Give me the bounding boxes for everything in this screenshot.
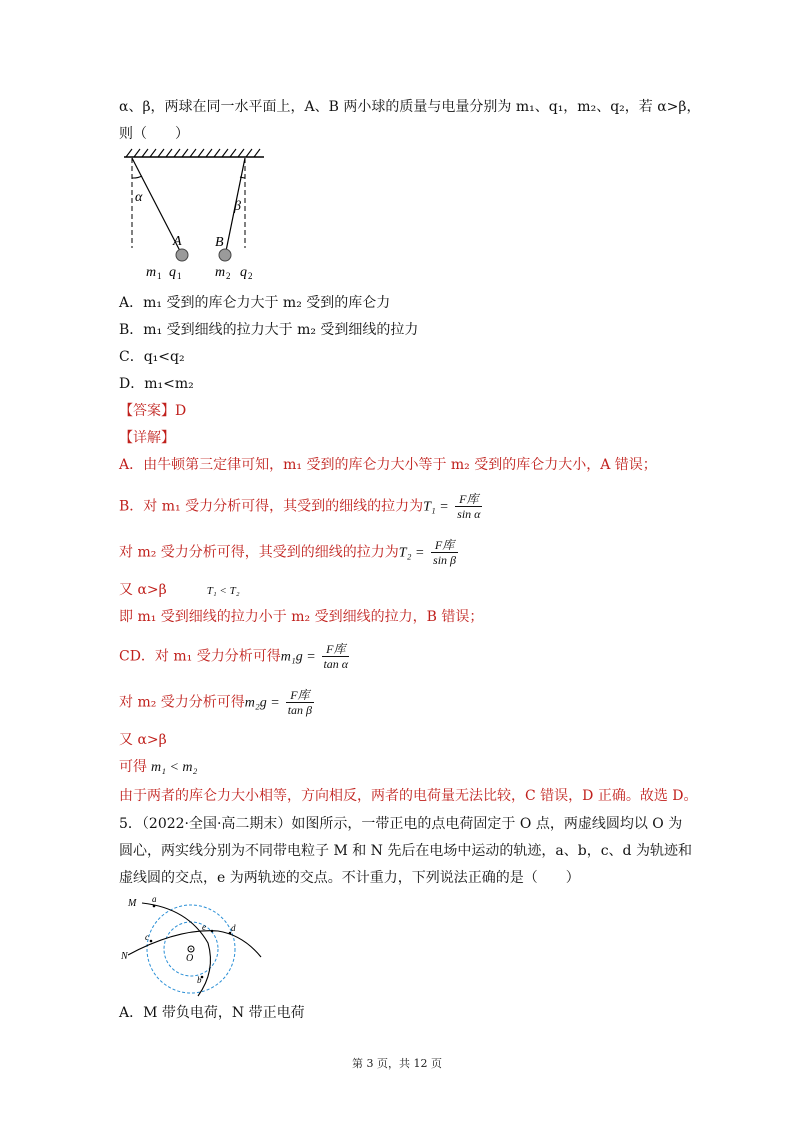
svg-text:a: a (152, 894, 157, 904)
svg-text:M: M (128, 898, 137, 909)
svg-text:q: q (240, 265, 247, 280)
svg-text:A: A (173, 234, 182, 249)
explanation-b2: 对 m₂ 受力分析可得，其受到的细线的拉力为T₂ = $\frac{\text{F库}}{\text{sin β}}$ (119, 538, 458, 567)
explanation-c2: 即 m₁ 受到细线的拉力小于 m₂ 受到细线的拉力，B 错误； (119, 609, 484, 625)
q5-stem-line3: 虚线圆的交点，e 为两轨迹的交点。不计重力，下列说法正确的是（ ） (119, 870, 580, 886)
svg-text:N: N (121, 951, 128, 962)
explanation-c1: 又 α>β T₁ < T₂ (119, 582, 240, 598)
svg-text:m: m (146, 265, 157, 280)
q5-stem-line2: 圆心，两实线分别为不同带电粒子 M 和 N 先后在电场中运动的轨迹，a、b，c、d 为轨迹和 (119, 843, 692, 859)
svg-text:e: e (202, 922, 206, 932)
pendulum-figure (118, 148, 278, 283)
q4-stem-line1: α、β，两球在同一水平面上，A、B 两小球的质量与电量分别为 m₁、q₁，m₂、q₂，若 α>β， (119, 99, 701, 115)
svg-text:b: b (197, 975, 202, 985)
explanation-d3: 又 α>β (119, 732, 167, 748)
q5-stem-line1: 5．（2022·全国·高二期末）如图所示，一带正电的点电荷固定于 O 点，两虚线圆均以 O 为 (119, 816, 683, 832)
option-b[interactable]: B．m₁ 受到细线的拉力大于 m₂ 受到细线的拉力 (119, 322, 419, 338)
answer-line: 【答案】D (119, 403, 187, 419)
detail-heading: 【详解】 (119, 430, 175, 446)
svg-text:β: β (234, 199, 241, 214)
explanation-b1: B．对 m₁ 受力分析可得，其受到的细线的拉力为T₁ = $\frac{\text{F库}}{\text{sin α}}$ (119, 492, 482, 521)
ball-b (219, 249, 231, 261)
trajectory-figure (118, 893, 263, 998)
ball-a (176, 249, 188, 261)
svg-text:m: m (215, 265, 226, 280)
svg-text:2: 2 (226, 271, 231, 281)
svg-text:q: q (169, 265, 176, 280)
svg-text:1: 1 (157, 271, 162, 281)
q5-option-a[interactable]: A．M 带负电荷，N 带正电荷 (119, 1005, 305, 1021)
svg-text:2: 2 (248, 271, 253, 281)
explanation-d5: 由于两者的库仑力大小相等，方向相反，两者的电荷量无法比较，C 错误，D 正确。故选 D。 (119, 788, 698, 804)
option-c[interactable]: C．q₁<q₂ (119, 349, 185, 365)
svg-text:α: α (135, 190, 143, 205)
q4-stem-line2: 则（ ） (119, 126, 189, 142)
option-a[interactable]: A．m₁ 受到的库仑力大于 m₂ 受到的库仑力 (119, 295, 391, 311)
svg-text:c: c (145, 932, 149, 942)
explanation-d1: CD．对 m₁ 受力分析可得m₁g = $\frac{\text{F库}}{\text{tan α}}$ (119, 642, 349, 671)
svg-text:O: O (186, 953, 194, 964)
page-footer: 第 3 页，共 12 页 (352, 1057, 442, 1070)
svg-text:B: B (215, 235, 224, 250)
option-d[interactable]: D．m₁<m₂ (119, 376, 194, 392)
svg-text:1: 1 (177, 271, 182, 281)
explanation-a: A．由牛顿第三定律可知，m₁ 受到的库仑力大小等于 m₂ 受到的库仑力大小，A 错误； (119, 457, 657, 473)
explanation-d4: 可得 m₁ < m₂ (119, 759, 198, 775)
explanation-d2: 对 m₂ 受力分析可得m₂g = $\frac{\text{F库}}{\text{tan β}}$ (119, 688, 313, 717)
svg-text:d: d (231, 923, 236, 933)
